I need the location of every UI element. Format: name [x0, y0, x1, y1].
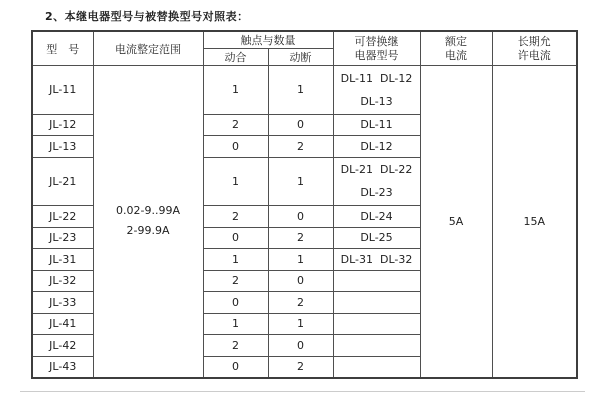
- normally-open-count-cell: 1: [203, 313, 268, 335]
- replaceable-model-cell: [333, 249, 420, 271]
- replaceable-model-cell: [333, 136, 420, 158]
- relay-comparison-table: [31, 30, 578, 379]
- model-cell: JL-33: [32, 292, 93, 314]
- model-cell: JL-31: [32, 249, 93, 271]
- normally-open-count-cell: 2: [203, 206, 268, 228]
- model-cell: JL-11: [32, 66, 93, 115]
- header-rated-line2: 电流: [445, 48, 467, 62]
- model-cell: JL-21: [32, 157, 93, 206]
- model-cell: JL-23: [32, 227, 93, 249]
- model-cell: JL-43: [32, 356, 93, 378]
- header-row-1: [32, 31, 577, 49]
- rated-current-cell: 5A: [420, 66, 492, 378]
- replaceable-model-cell: [333, 157, 420, 206]
- normally-closed-count-cell: 2: [268, 136, 333, 158]
- normally-open-count-cell: 1: [203, 249, 268, 271]
- header-rated-line1: 额定: [445, 34, 467, 48]
- normally-open-count-cell: 0: [203, 292, 268, 314]
- normally-closed-count-cell: 2: [268, 356, 333, 378]
- replaceable-model-cell: [333, 356, 420, 378]
- normally-closed-count-cell: 0: [268, 206, 333, 228]
- normally-open-count-cell: 2: [203, 114, 268, 136]
- normally-closed-count-cell: 0: [268, 270, 333, 292]
- normally-open-count-cell: 0: [203, 227, 268, 249]
- replaceable-model-line: DL-23: [360, 186, 393, 200]
- replaceable-model-cell: [333, 335, 420, 357]
- normally-closed-count-cell: 1: [268, 157, 333, 206]
- normally-closed-count-cell: 0: [268, 114, 333, 136]
- replaceable-model-line: DL-11 DL-12: [340, 71, 413, 85]
- current-range-line: 2-99.9A: [126, 224, 170, 238]
- page-title: 2、本继电器型号与被替换型号对照表：: [45, 10, 249, 23]
- header-replaceable-model: [333, 31, 420, 66]
- normally-closed-count-cell: 2: [268, 227, 333, 249]
- replaceable-model-line: DL-11: [360, 118, 393, 132]
- page-separator-line: [20, 391, 585, 392]
- header-replaceable-line1: 可替换继: [354, 34, 399, 48]
- replaceable-model-cell: [333, 114, 420, 136]
- header-current-range: 电流整定范围: [93, 31, 203, 66]
- normally-open-count-cell: 0: [203, 356, 268, 378]
- header-rated-current: [420, 31, 492, 66]
- current-range-cell: [93, 66, 203, 378]
- normally-closed-count-cell: 0: [268, 335, 333, 357]
- model-cell: JL-22: [32, 206, 93, 228]
- normally-open-count-cell: 2: [203, 270, 268, 292]
- normally-open-count-cell: 0: [203, 136, 268, 158]
- replaceable-model-line: DL-31 DL-32: [340, 252, 413, 266]
- normally-closed-count-cell: 2: [268, 292, 333, 314]
- normally-closed-count-cell: 1: [268, 313, 333, 335]
- table-row: [32, 66, 577, 115]
- normally-open-count-cell: 1: [203, 157, 268, 206]
- normally-open-count-cell: 1: [203, 66, 268, 115]
- model-cell: JL-12: [32, 114, 93, 136]
- model-cell: JL-32: [32, 270, 93, 292]
- replaceable-model-cell: [333, 206, 420, 228]
- header-long-term-current: [492, 31, 577, 66]
- header-replaceable-line2: 电器型号: [354, 48, 399, 62]
- replaceable-model-cell: [333, 292, 420, 314]
- long-term-current-cell: 15A: [492, 66, 577, 378]
- replaceable-model-line: DL-24: [360, 209, 393, 223]
- header-model: 型 号: [32, 31, 93, 66]
- normally-closed-count-cell: 1: [268, 249, 333, 271]
- replaceable-model-line: DL-13: [360, 94, 393, 108]
- replaceable-model-cell: [333, 227, 420, 249]
- header-long-term-line1: 长期允: [517, 34, 551, 48]
- header-normally-open: 动合: [203, 49, 268, 66]
- normally-closed-count-cell: 1: [268, 66, 333, 115]
- replaceable-model-cell: [333, 313, 420, 335]
- model-cell: JL-42: [32, 335, 93, 357]
- normally-open-count-cell: 2: [203, 335, 268, 357]
- header-contacts-group: 触点与数量: [203, 31, 333, 49]
- model-cell: JL-13: [32, 136, 93, 158]
- replaceable-model-line: DL-25: [360, 231, 393, 245]
- current-range-line: 0.02-9..99A: [116, 204, 180, 218]
- replaceable-model-line: DL-21 DL-22: [340, 163, 413, 177]
- replaceable-model-cell: [333, 66, 420, 115]
- header-long-term-line2: 许电流: [517, 48, 551, 62]
- header-normally-closed: 动断: [268, 49, 333, 66]
- replaceable-model-cell: [333, 270, 420, 292]
- model-cell: JL-41: [32, 313, 93, 335]
- replaceable-model-line: DL-12: [360, 139, 393, 153]
